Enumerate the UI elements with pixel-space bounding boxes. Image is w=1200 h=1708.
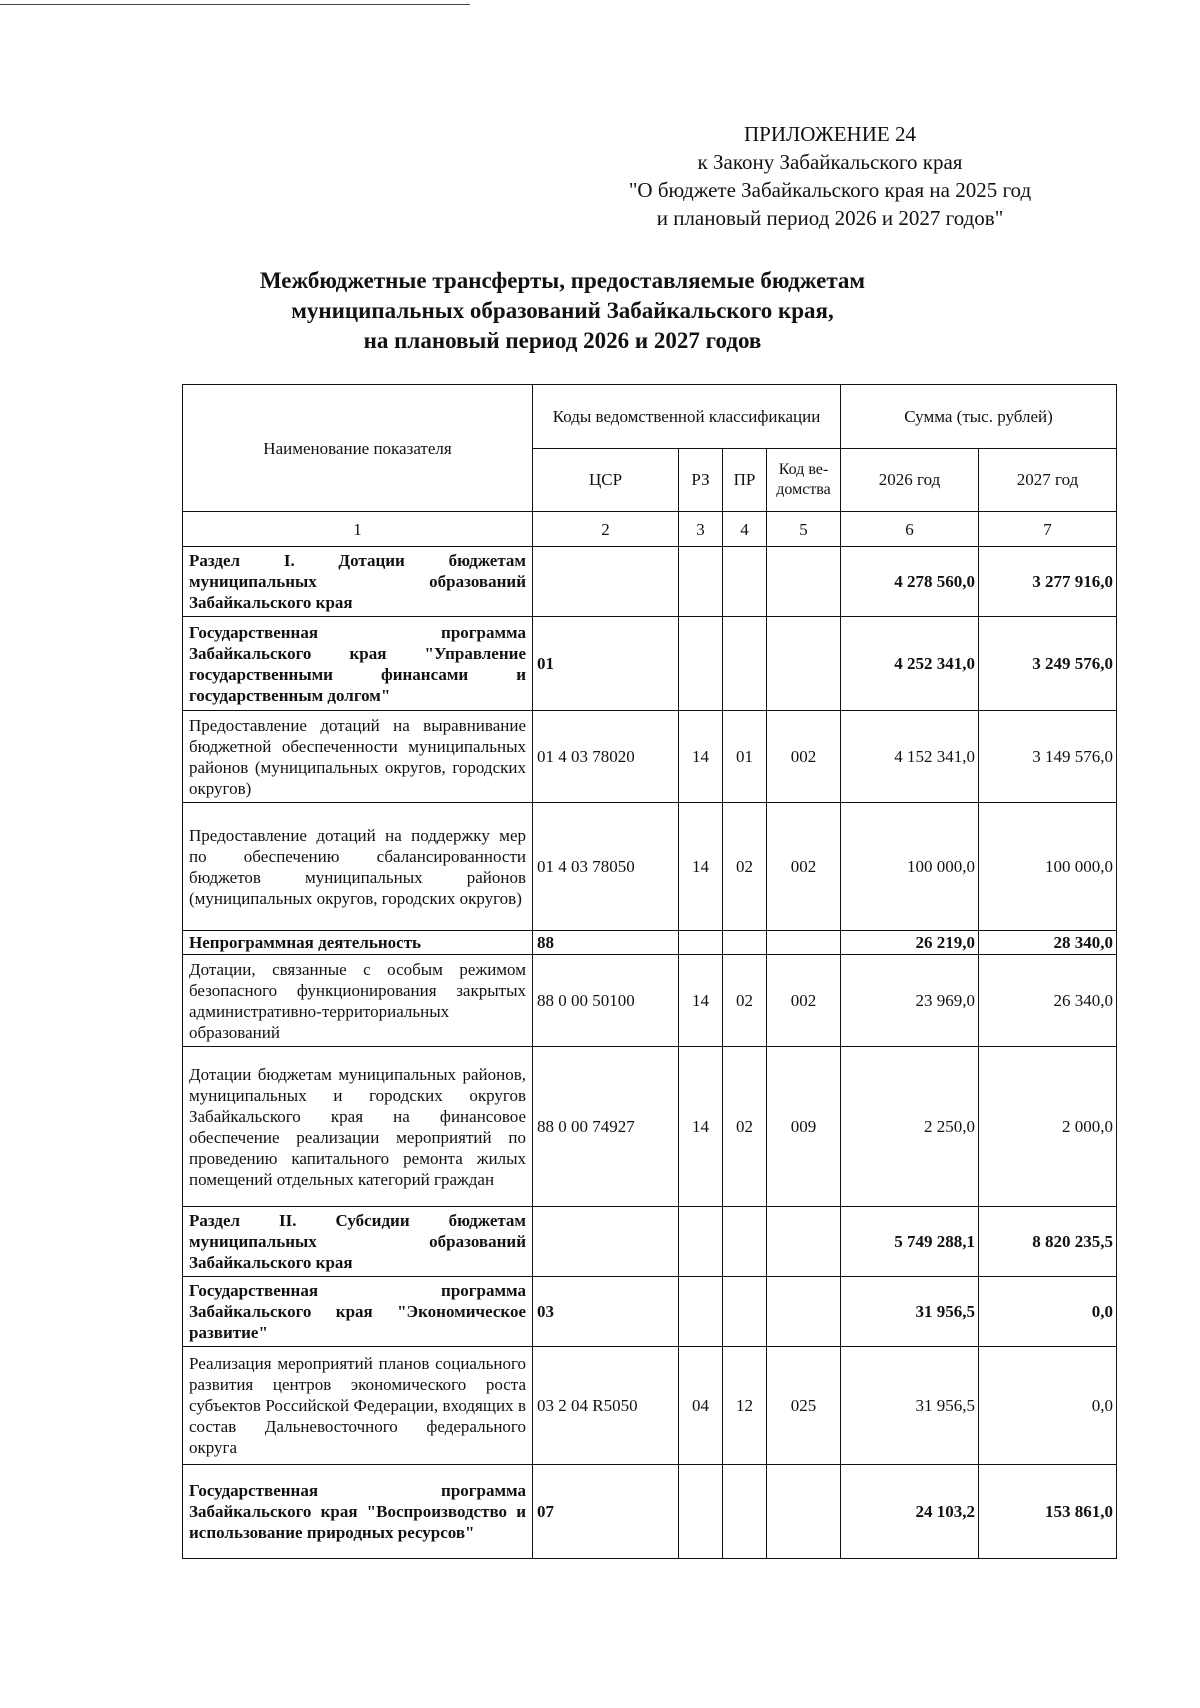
row-dept-code: 002	[767, 711, 841, 803]
table-row	[183, 1277, 1117, 1347]
header-year-2026: 2026 год	[841, 448, 979, 512]
column-number: 4	[723, 512, 767, 547]
row-sum-2027: 3 249 576,0	[979, 617, 1117, 711]
row-sum-2026: 4 252 341,0	[841, 617, 979, 711]
appendix-law: к Закону Забайкальского края	[697, 150, 963, 174]
row-name: Непрограммная деятельность	[183, 931, 533, 955]
row-dept-code	[767, 931, 841, 955]
row-dept-code: 025	[767, 1347, 841, 1465]
row-rz-code	[679, 931, 723, 955]
title-line-1: Межбюджетные трансферты, предоставляемые бюджетам	[259, 268, 866, 293]
row-name: Предоставление дотаций на поддержку мер по обеспечению сбалансированности бюджетов муниципальных районов (муниципальных округов, городских округов)	[183, 803, 533, 931]
row-name: Реализация мероприятий планов социального развития центров экономического роста субъектов Российской Федерации, входящих в состав Дальневосточного федерального округа	[183, 1347, 533, 1465]
row-rz-code	[679, 547, 723, 617]
row-sum-2026: 4 278 560,0	[841, 547, 979, 617]
table-row	[183, 955, 1117, 1047]
header-dept-code: Код ве-домства	[767, 448, 841, 512]
row-rz-code: 14	[679, 803, 723, 931]
row-name: Государственная программа Забайкальского края "Управление государственными финансами и государственным долгом"	[183, 617, 533, 711]
row-sum-2027: 28 340,0	[979, 931, 1117, 955]
row-dept-code: 009	[767, 1047, 841, 1207]
header-sum: Сумма (тыс. рублей)	[841, 385, 1117, 449]
row-rz-code: 14	[679, 955, 723, 1047]
table-row	[183, 1465, 1117, 1559]
row-csr-code: 01 4 03 78020	[533, 711, 679, 803]
row-sum-2027: 3 149 576,0	[979, 711, 1117, 803]
row-rz-code: 14	[679, 711, 723, 803]
row-name: Предоставление дотаций на выравнивание бюджетной обеспеченности муниципальных районов (муниципальных округов, городских округов)	[183, 711, 533, 803]
row-rz-code	[679, 1277, 723, 1347]
row-sum-2027: 0,0	[979, 1277, 1117, 1347]
row-rz-code: 04	[679, 1347, 723, 1465]
row-pr-code: 12	[723, 1347, 767, 1465]
row-pr-code	[723, 1207, 767, 1277]
row-pr-code: 02	[723, 1047, 767, 1207]
header-codes: Коды ведомственной классификации	[533, 385, 841, 449]
row-dept-code	[767, 1465, 841, 1559]
row-name: Государственная программа Забайкальского края "Экономическое развитие"	[183, 1277, 533, 1347]
row-pr-code: 02	[723, 955, 767, 1047]
table-row	[183, 1347, 1117, 1465]
appendix-header	[560, 120, 1100, 232]
row-sum-2026: 24 103,2	[841, 1465, 979, 1559]
row-dept-code: 002	[767, 803, 841, 931]
title-line-2: муниципальных образований Забайкальского края,	[291, 298, 834, 323]
table-row	[183, 803, 1117, 931]
row-name: Государственная программа Забайкальского края "Воспроизводство и использование природных ресурсов"	[183, 1465, 533, 1559]
row-dept-code	[767, 617, 841, 711]
row-csr-code: 01 4 03 78050	[533, 803, 679, 931]
row-sum-2026: 31 956,5	[841, 1347, 979, 1465]
table-row	[183, 617, 1117, 711]
row-sum-2027: 153 861,0	[979, 1465, 1117, 1559]
budget-table	[182, 384, 1117, 1559]
row-sum-2026: 100 000,0	[841, 803, 979, 931]
row-pr-code	[723, 1465, 767, 1559]
row-sum-2026: 5 749 288,1	[841, 1207, 979, 1277]
row-name: Дотации бюджетам муниципальных районов, муниципальных и городских округов Забайкальского края на финансовое обеспечение реализации мероприятий по проведению капитального ремонта жилых помещений отдельных категорий граждан	[183, 1047, 533, 1207]
row-csr-code: 01	[533, 617, 679, 711]
row-pr-code	[723, 617, 767, 711]
row-rz-code	[679, 1207, 723, 1277]
row-csr-code: 88 0 00 50100	[533, 955, 679, 1047]
row-pr-code	[723, 547, 767, 617]
table-row	[183, 1047, 1117, 1207]
row-pr-code: 02	[723, 803, 767, 931]
row-sum-2026: 23 969,0	[841, 955, 979, 1047]
row-rz-code	[679, 617, 723, 711]
row-sum-2027: 26 340,0	[979, 955, 1117, 1047]
row-sum-2026: 26 219,0	[841, 931, 979, 955]
row-pr-code	[723, 931, 767, 955]
row-sum-2027: 2 000,0	[979, 1047, 1117, 1207]
row-dept-code	[767, 1207, 841, 1277]
row-name: Дотации, связанные с особым режимом безопасного функционирования закрытых административно-территориальных образований	[183, 955, 533, 1047]
row-csr-code: 07	[533, 1465, 679, 1559]
appendix-law-title: "О бюджете Забайкальского края на 2025 год	[628, 178, 1032, 202]
row-rz-code: 14	[679, 1047, 723, 1207]
row-sum-2027: 100 000,0	[979, 803, 1117, 931]
header-csr: ЦСР	[533, 448, 679, 512]
column-number: 1	[183, 512, 533, 547]
row-sum-2026: 2 250,0	[841, 1047, 979, 1207]
header-year-2027: 2027 год	[979, 448, 1117, 512]
row-sum-2027: 3 277 916,0	[979, 547, 1117, 617]
row-csr-code: 03 2 04 R5050	[533, 1347, 679, 1465]
table-row	[183, 711, 1117, 803]
header-pr: ПР	[723, 448, 767, 512]
scan-top-line	[0, 4, 470, 5]
table-row	[183, 547, 1117, 617]
column-number: 6	[841, 512, 979, 547]
row-sum-2027: 0,0	[979, 1347, 1117, 1465]
row-csr-code: 88 0 00 74927	[533, 1047, 679, 1207]
document-title	[160, 266, 1140, 356]
appendix-number: ПРИЛОЖЕНИЕ 24	[744, 122, 916, 146]
appendix-law-period: и плановый период 2026 и 2027 годов"	[656, 206, 1004, 230]
row-sum-2026: 31 956,5	[841, 1277, 979, 1347]
row-csr-code	[533, 547, 679, 617]
row-sum-2026: 4 152 341,0	[841, 711, 979, 803]
row-csr-code: 88	[533, 931, 679, 955]
row-name: Раздел I. Дотации бюджетам муниципальных образований Забайкальского края	[183, 547, 533, 617]
table-row	[183, 1207, 1117, 1277]
row-rz-code	[679, 1465, 723, 1559]
column-number: 3	[679, 512, 723, 547]
header-rz: РЗ	[679, 448, 723, 512]
column-numbers-row	[183, 512, 1117, 547]
row-dept-code	[767, 547, 841, 617]
column-number: 2	[533, 512, 679, 547]
row-name: Раздел II. Субсидии бюджетам муниципальных образований Забайкальского края	[183, 1207, 533, 1277]
row-csr-code: 03	[533, 1277, 679, 1347]
row-sum-2027: 8 820 235,5	[979, 1207, 1117, 1277]
header-name: Наименование показателя	[183, 385, 533, 512]
column-number: 5	[767, 512, 841, 547]
row-dept-code: 002	[767, 955, 841, 1047]
row-pr-code: 01	[723, 711, 767, 803]
title-line-3: на плановый период 2026 и 2027 годов	[363, 328, 762, 353]
row-csr-code	[533, 1207, 679, 1277]
column-number: 7	[979, 512, 1117, 547]
table-row	[183, 931, 1117, 955]
row-dept-code	[767, 1277, 841, 1347]
row-pr-code	[723, 1277, 767, 1347]
